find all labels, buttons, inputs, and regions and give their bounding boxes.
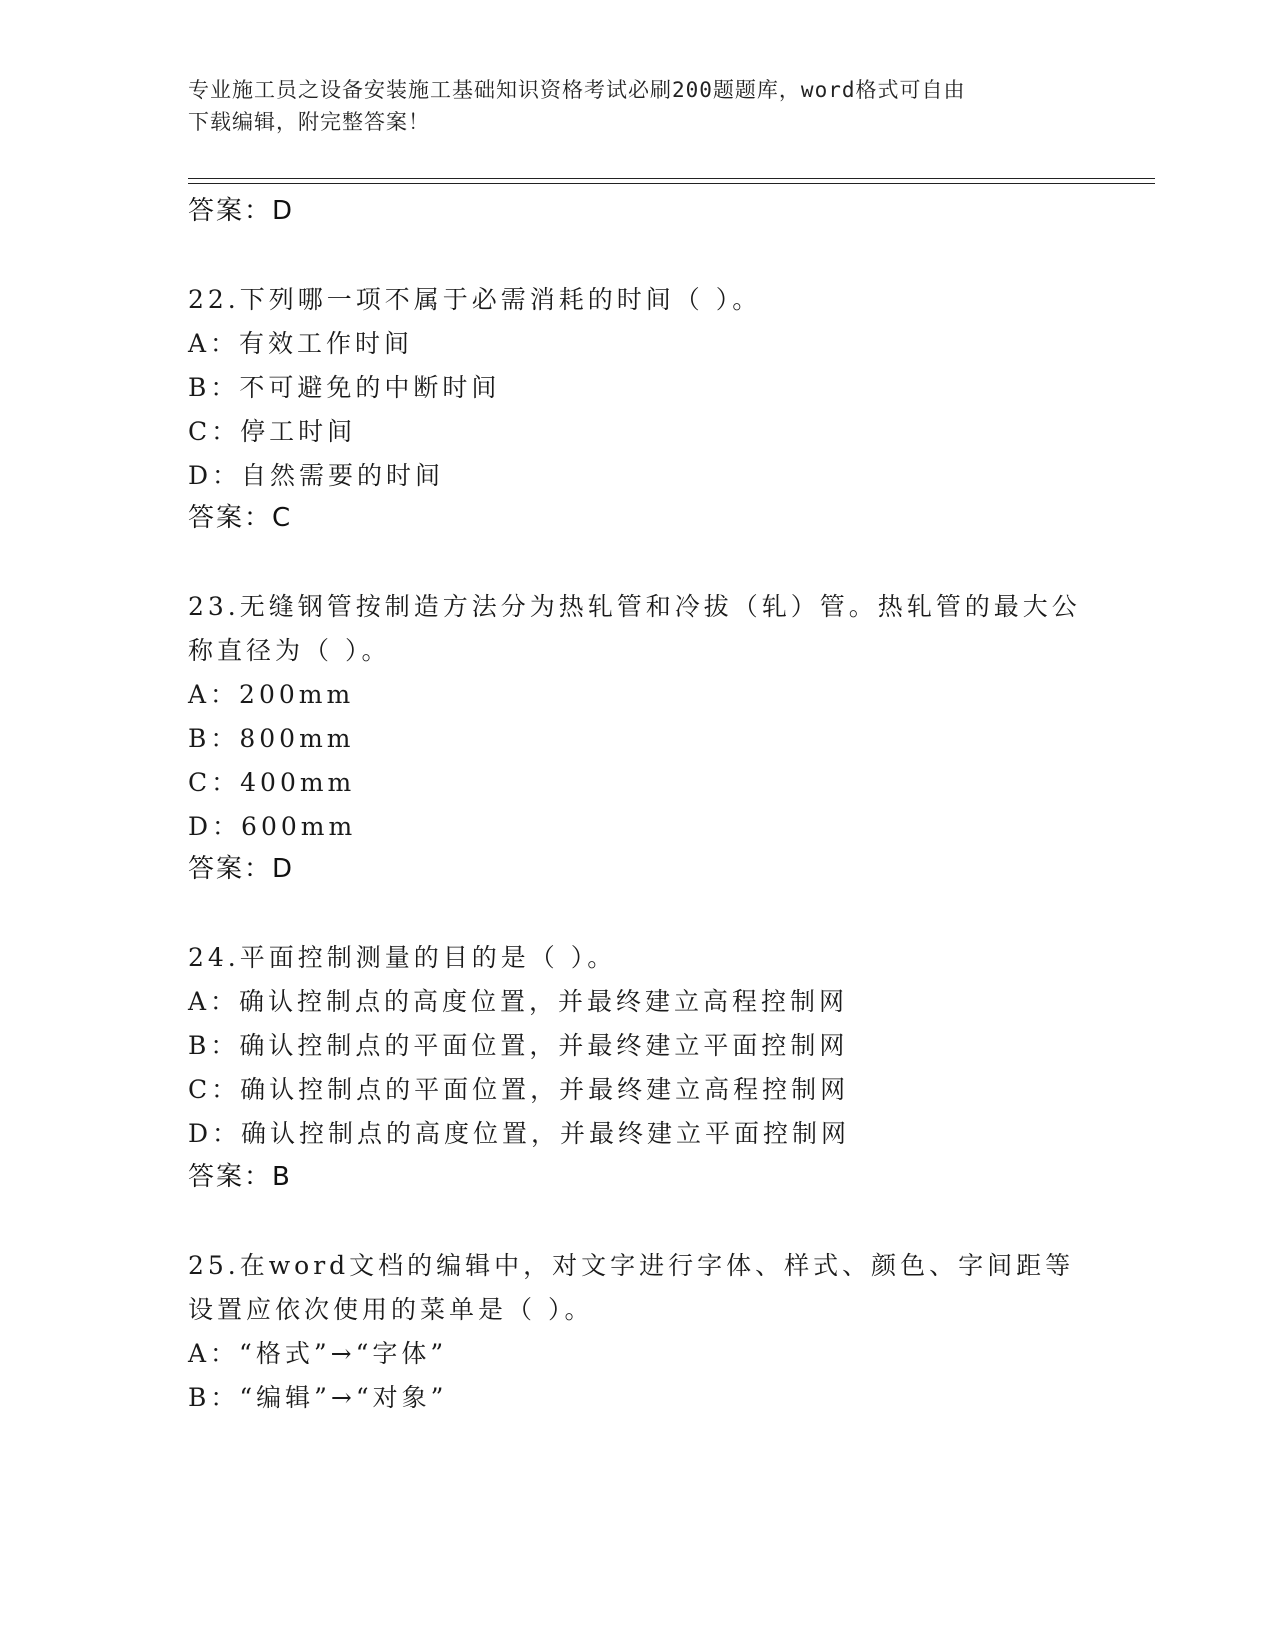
question-25-stem-line-1: 25.在word文档的编辑中，对文字进行字体、样式、颜色、字间距等 (188, 1251, 1075, 1280)
answer-q24: 答案：B (188, 1162, 292, 1192)
question-24-option-d: D：确认控制点的高度位置，并最终建立平面控制网 (188, 1119, 851, 1148)
question-23-option-a: A：200mm (188, 680, 355, 709)
question-22-option-a: A：有效工作时间 (188, 329, 414, 358)
header-line-1: 专业施工员之设备安装施工基础知识资格考试必刷200题题库，word格式可自由 (188, 78, 966, 102)
question-22-option-c: C：停工时间 (188, 417, 357, 446)
answer-q22: 答案：C (188, 503, 293, 533)
answer-q23: 答案：D (188, 854, 295, 884)
question-23-option-d: D：600mm (188, 812, 357, 841)
question-22-option-b: B：不可避免的中断时间 (188, 373, 501, 402)
question-22-stem: 22.下列哪一项不属于必需消耗的时间（ ）。 (188, 285, 762, 314)
question-23-stem-line-1: 23.无缝钢管按制造方法分为热轧管和冷拔（轧）管。热轧管的最大公 (188, 592, 1081, 621)
question-24-option-b: B：确认控制点的平面位置，并最终建立平面控制网 (188, 1031, 849, 1060)
question-22-option-d: D：自然需要的时间 (188, 461, 445, 490)
header-divider-top (188, 178, 1155, 179)
question-23-option-b: B：800mm (188, 724, 355, 753)
question-23-stem-line-2: 称直径为（ ）。 (188, 636, 391, 665)
question-24-stem: 24.平面控制测量的目的是（ ）。 (188, 943, 617, 972)
answer-q21: 答案：D (188, 196, 295, 226)
question-23-option-c: C：400mm (188, 768, 356, 797)
header-line-2: 下载编辑，附完整答案！ (188, 110, 430, 134)
question-25-option-a: A：“格式”→“字体” (188, 1339, 448, 1368)
header-divider-bottom (188, 183, 1155, 184)
question-24-option-a: A：确认控制点的高度位置，并最终建立高程控制网 (188, 987, 849, 1016)
question-25-option-b: B：“编辑”→“对象” (188, 1383, 448, 1412)
question-25-stem-line-2: 设置应依次使用的菜单是（ ）。 (188, 1295, 594, 1324)
question-24-option-c: C：确认控制点的平面位置，并最终建立高程控制网 (188, 1075, 850, 1104)
document-header (188, 74, 1088, 138)
